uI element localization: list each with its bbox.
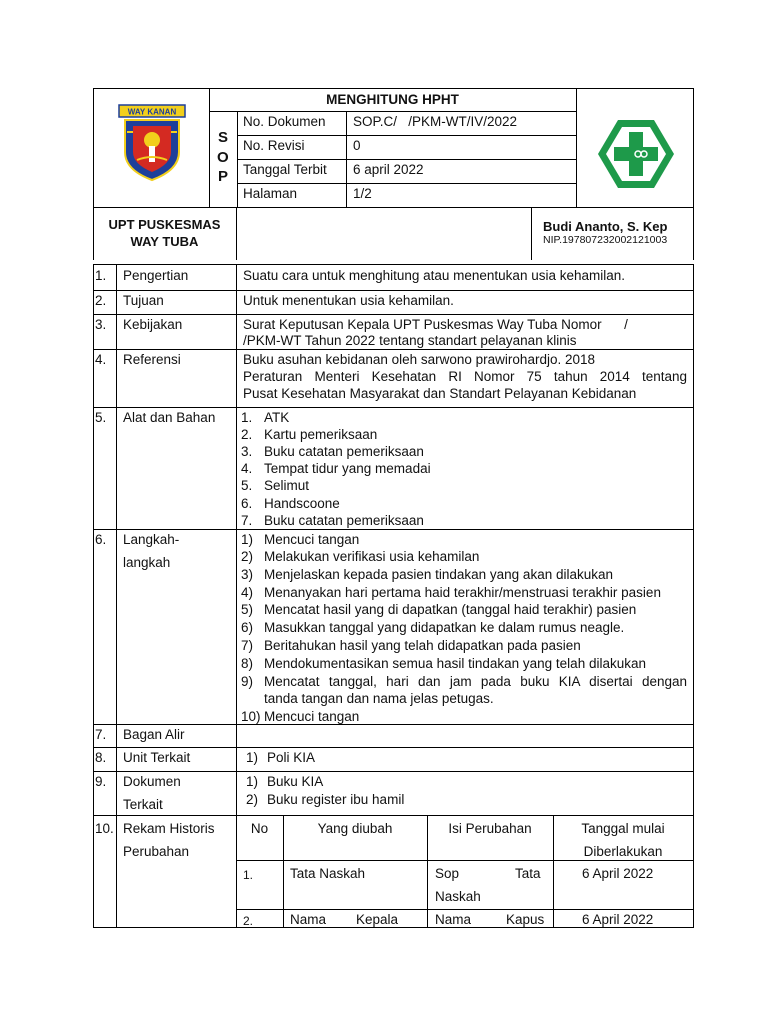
list-text: Menjelaskan kepada pasien tindakan yang akan dilakukan [264,567,613,582]
history-cell-isi: Naskah [435,889,481,904]
list-number: 6) [241,620,254,635]
list-text: Beritahukan hasil yang telah didapatkan pada pasien [264,638,581,653]
history-header-diberlakukan: Diberlakukan [583,844,663,859]
list-number: 1. [241,410,253,425]
list-number: 7) [241,638,254,653]
reference-line: Buku asuhan kebidanan oleh sarwono prawirohardjo. 2018 [243,352,595,367]
list-text: Mencatat hasil yang di dapatkan (tanggal haid terakhir) pasien [264,602,637,617]
list-text: Menanyakan hari pertama haid terakhir/menstruasi terakhir pasien [264,585,661,600]
way-kanan-emblem [117,102,187,182]
section-number: 8. [95,750,107,765]
section-label-line1: Langkah- [123,532,180,547]
list-number: 2. [241,427,253,442]
section-label-line2: Terkait [123,797,163,812]
no-revisi-label: No. Revisi [243,138,305,153]
history-cell-isi: Nama [435,912,472,927]
list-number: 6. [241,496,253,511]
list-number: 4. [241,461,253,476]
section-number: 3. [95,317,107,332]
list-text: Mencuci tangan [264,532,360,547]
list-text: Tempat tidur yang memadai [264,461,431,476]
history-cell-tanggal: 6 April 2022 [582,866,654,881]
sop-letter-o: O [217,149,229,166]
list-text: Melakukan verifikasi usia kehamilan [264,549,480,564]
list-text: Masukkan tanggal yang didapatkan ke dalam rumus neagle. [264,620,625,635]
list-text-continued: tanda tangan dan nama jelas petugas. [264,691,494,706]
logo-banner-text: WAY KANAN [127,107,177,117]
list-number: 3) [241,567,254,582]
section-label: Tujuan [123,293,164,308]
section-label-line1: Rekam Historis [123,821,215,836]
tanggal-terbit-label: Tanggal Terbit [243,162,327,177]
section-number: 2. [95,293,107,308]
section-text: Untuk menentukan usia kehamilan. [243,293,454,308]
history-cell-diubah: Nama [290,912,327,927]
list-text: Kartu pemeriksaan [264,427,378,442]
list-number: 1) [241,532,254,547]
no-dokumen-label: No. Dokumen [243,114,326,129]
signer-name: Budi Ananto, S. Kep [543,219,668,234]
list-text: Buku register ibu hamil [267,792,405,807]
section-number: 4. [95,352,107,367]
list-number: 1) [246,774,259,789]
history-cell-no: 1. [243,868,254,882]
no-revisi-value: 0 [353,138,361,153]
section-number: 7. [95,727,107,742]
list-text: ATK [264,410,290,425]
history-cell-no: 2. [243,914,254,928]
puskesmas-logo-icon [596,118,676,190]
history-header-tanggal-mulai: Tanggal mulai [581,821,665,836]
history-header-yang-diubah: Yang diubah [317,821,393,836]
section-number: 5. [95,410,107,425]
section-number: 10. [95,821,114,836]
reference-line: Pusat Kesehatan Masyarakat dan Standart Pelayanan Kebidanan [243,386,637,401]
history-header-isi-perubahan: Isi Perubahan [448,821,532,836]
list-number: 8) [241,656,254,671]
list-number: 1) [246,750,259,765]
list-text: Buku catatan pemeriksaan [264,444,424,459]
section-text-line1: Surat Keputusan Kepala UPT Puskesmas Way Tuba Nomor / [243,317,628,332]
list-number: 3. [241,444,253,459]
history-cell-isi: Kapus [506,912,545,927]
section-number: 6. [95,532,107,547]
sop-letter-p: P [218,168,229,185]
document-title: MENGHITUNG HPHT [326,92,459,107]
section-label: Bagan Alir [123,727,185,742]
halaman-value: 1/2 [353,186,372,201]
list-number: 7. [241,513,253,528]
list-number: 2) [241,549,254,564]
list-text: Mencatat tanggal, hari dan jam pada buku KIA disertai dengan [264,674,687,689]
sop-letter-s: S [218,129,229,146]
history-cell-diubah: Kepala [356,912,399,927]
section-label: Unit Terkait [123,750,191,765]
list-text: Mendokumentasikan semua hasil tindakan yang telah dilakukan [264,656,646,671]
section-label-line1: Dokumen [123,774,181,789]
signer-nip: NIP.197807232002121003 [543,234,668,246]
section-text-line2: /PKM-WT Tahun 2022 tentang standart pelayanan klinis [243,333,577,348]
list-text: Handscoone [264,496,340,511]
section-number: 1. [95,268,107,283]
section-label: Alat dan Bahan [123,410,216,425]
history-cell-tanggal: 6 April 2022 [582,912,654,927]
list-text: Buku KIA [267,774,324,789]
halaman-label: Halaman [243,186,298,201]
list-text: Poli KIA [267,750,316,765]
list-text: Buku catatan pemeriksaan [264,513,424,528]
section-label: Pengertian [123,268,189,283]
history-cell-isi: Tata [515,866,541,881]
history-cell-isi: Sop [435,866,460,881]
tanggal-terbit-value: 6 april 2022 [353,162,424,177]
list-number: 5) [241,602,254,617]
history-header-no: No [250,821,269,836]
history-cell-diubah: Tata Naskah [290,866,366,881]
list-number: 5. [241,478,253,493]
list-text: Mencuci tangan [264,709,360,724]
section-text: Suatu cara untuk menghitung atau menentukan usia kehamilan. [243,268,626,283]
section-label: Kebijakan [123,317,183,332]
section-label: Referensi [123,352,181,367]
reference-line: Peraturan Menteri Kesehatan RI Nomor 75 tahun 2014 tentang [243,369,687,384]
section-label-line2: langkah [123,555,171,570]
list-text: Selimut [264,478,310,493]
list-number: 4) [241,585,254,600]
section-number: 9. [95,774,107,789]
no-dokumen-value: SOP.C/ /PKM-WT/IV/2022 [353,114,518,129]
list-number: 10) [241,709,261,724]
list-number: 2) [246,792,259,807]
section-label-line2: Perubahan [123,844,190,859]
list-number: 9) [241,674,254,689]
org-name-line2: WAY TUBA [130,234,199,249]
org-name-line1: UPT PUSKESMAS [108,217,221,232]
